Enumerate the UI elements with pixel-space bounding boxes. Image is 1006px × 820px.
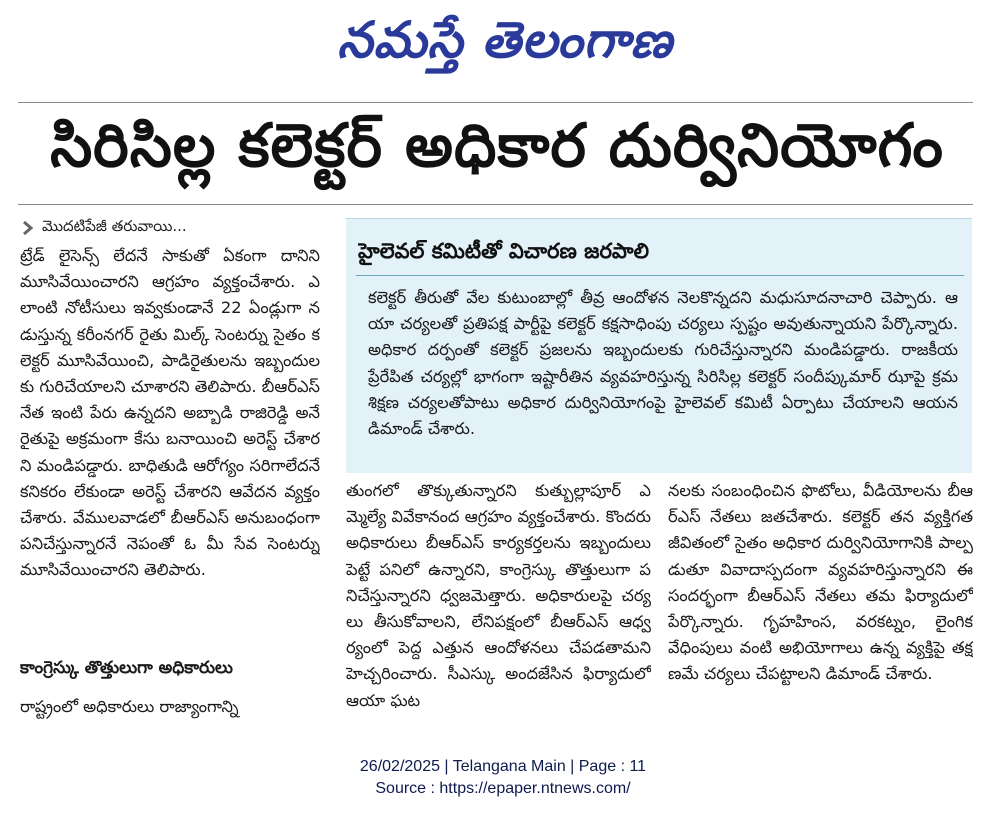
- highlight-box-title: హైలెవల్ కమిటీతో విచారణ జరపాలి: [358, 239, 649, 263]
- highlight-box-text: కలెక్టర్ తీరుతో వేల కుటుంబాల్లో తీవ్ర ఆందోళన నెలకొన్నదని మధుసూదనాచారి చెప్పారు. ఆయా చర్యలతో ప్రతిపక్ష పార్టీపై కలెక్టర్ కక్షసాధింపు చర్యలు స్పష్టం అవుతున్నాయని పేర్కొన్నారు. అధికార దర్పంతో కలెక్టర్ ప్రజలను ఇబ్బందులకు గురిచేస్తున్నారని మండిపడ్డారు. రాజకీయ ప్రేరేపిత చర్యల్లో భాగంగా ఇష్టారీతిన వ్యవహరిస్తున్న సిరిసిల్ల కలెక్టర్ సందీప్కుమార్ ఝాపై క్రమశిక్షణ చర్యలతోపాటు అధికార దుర్వినియోగంపై హైలెవల్ కమిటీ ఏర్పాటు చేయాలని ఆయన డిమాండ్ చేశారు.: [368, 288, 958, 439]
- headline: [18, 104, 976, 202]
- footer: [0, 756, 1006, 802]
- continuation-label: [20, 215, 320, 241]
- article-column-2: తుంగలో తొక్కుతున్నారని కుత్బుల్లాపూర్ ఎమ్మెల్యే వివేకానంద ఆగ్రహం వ్యక్తంచేశారు. కొందరు అధికారులు బీఆర్ఎస్ కార్యకర్తలను ఇబ్బందులు పెట్టే పనిలో ఉన్నారని, కాంగ్రెస్కు తొత్తులుగా పనిచేస్తున్నారని ధ్వజమెత్తారు. అధికారులపై చర్యలు తీసుకోవాలని, లేనిపక్షంలో బీఆర్ఎస్ ఆధ్వర్యంలో పెద్ద ఎత్తున ఆందోళనలు చేపడతామని హెచ్చరించారు. సీఎస్కు అందజేసిన ఫిర్యాదులో ఆయా ఘట: [346, 481, 651, 710]
- continuation-text: మొదటిపేజీ తరువాయి...: [42, 217, 187, 235]
- headline-divider: [18, 204, 973, 205]
- masthead-logo: [300, 4, 710, 88]
- article-column-1: ట్రేడ్ లైసెన్స్ లేదనే సాకుతో ఏకంగా దానిని మూసివేయించారని ఆగ్రహం వ్యక్తంచేశారు. ఎలాంటి నోటీసులు ఇవ్వకుండానే 22 ఏండ్లుగా నడుస్తున్న కరీంనగర్ రైతు మిల్క్ సెంటర్ను సైతం కలెక్టర్ మూసివేయించి, పాడిరైతులను ఇబ్బందులకు గురిచేయాలని చూశారని తెలిపారు. బీఆర్ఎస్ నేత ఇంటి పేరు ఉన్నదని అబ్బాడి రాజిరెడ్డి అనే రైతుపై అక్రమంగా కేసు బనాయించి అరెస్ట్ చేశారని మండిపడ్డారు. బాధితుడి ఆరోగ్యం సరిగాలేదనే కనికరం లేకుండా అరెస్ట్ చేశారని ఆవేదన వ్యక్తం చేశారు. వేములవాడలో బీఆర్ఎస్ అనుబంధంగా పనిచేస్తున్నారనే నెపంతో ఓ మీ సేవ సెంటర్ను మూసివేయించారని తెలిపారు.: [20, 246, 320, 580]
- masthead-divider: [18, 102, 973, 103]
- article-column-3: నలకు సంబంధించిన ఫొటోలు, వీడియోలను బీఆర్ఎస్ నేతలు జతచేశారు. కలెక్టర్ తన వ్యక్తిగత జీవితంలో సైతం అధికార దుర్వినియోగానికి పాల్పడుతూ వివాదాస్పదంగా వ్యవహరిస్తున్నారని ఈ సందర్భంగా బీఆర్ఎస్ నేతలు తమ ఫిర్యాదులో పేర్కొన్నారు. గృహహింస, వరకట్నం, లైంగిక వేధింపులు వంటి అభియోగాలు ఉన్న వ్యక్తిపై తక్షణమే చర్యలు చేపట్టాలని డిమాండ్ చేశారు.: [668, 481, 973, 684]
- headline-text: సిరిసిల్ల కలెక్టర్ అధికార దుర్వినియోగం: [50, 111, 944, 181]
- footer-date-line: 26/02/2025 | Telangana Main | Page : 11: [359, 758, 647, 775]
- highlight-box: [346, 218, 972, 473]
- highlight-box-divider: [356, 275, 964, 276]
- subheading: కాంగ్రెస్కు తొత్తులుగా అధికారులు: [20, 658, 233, 678]
- chevron-right-icon: [20, 220, 36, 236]
- footer-source-line: Source : https://epaper.ntnews.com/: [375, 780, 631, 797]
- article-column-1-continued: రాష్ట్రంలో అధికారులు రాజ్యాంగాన్ని: [20, 697, 239, 716]
- masthead-text: నమస్తే తెలంగాణ: [337, 10, 673, 69]
